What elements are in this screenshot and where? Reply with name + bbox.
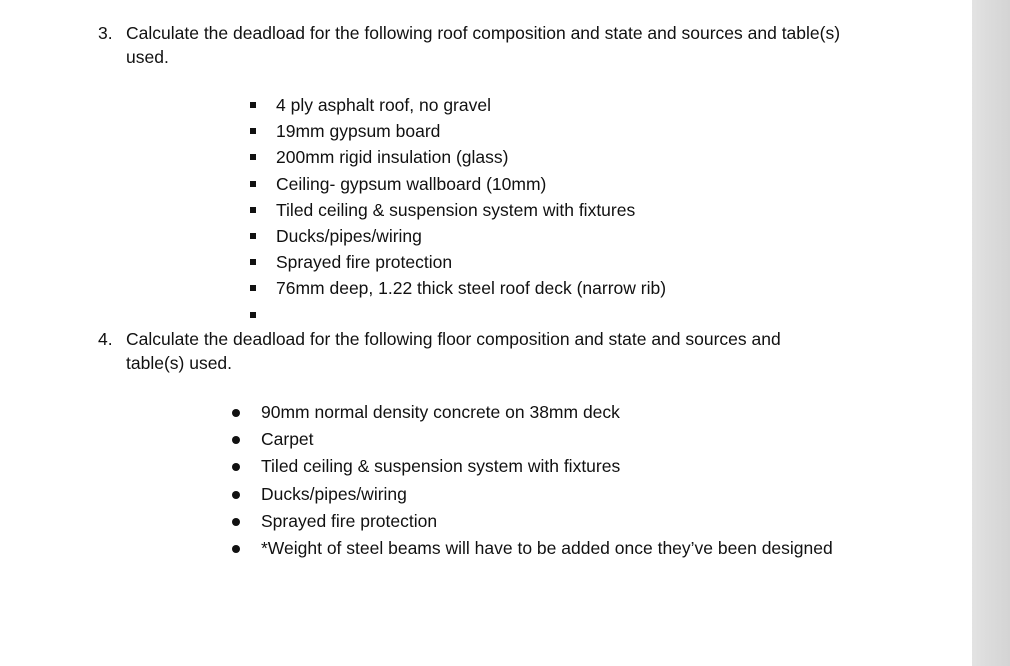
window-gutter (972, 0, 1010, 666)
square-bullet-icon (250, 102, 256, 108)
question-number: 3. (98, 23, 113, 43)
round-bullet-icon (232, 463, 240, 471)
round-bullet-icon (232, 436, 240, 444)
square-bullet-icon (250, 233, 256, 239)
square-bullet-icon (250, 259, 256, 265)
document-page: 3. Calculate the deadload for the following roof composition and state and sources and table(s) used. 4 ply asphalt roof, no gravel 19mm gypsum board 200mm rigid insulation (glass) Ceiling- gypsum wallboard (10mm) Tiled ceiling & suspension system with fixtures Ducks/pipes/wiring Sprayed fire protection 76mm deep, 1.22 thick steel roof deck (narrow rib) 4. Calculate the deadload for the following floor composition and state and sources and table(s) used. 90mm normal density concrete on 38mm deck Carpet Tiled ceiling & suspension system with fixtures Ducks/pipes/wiring Sprayed fire protection *Weight of steel beams will have to be added once they’ve been designed (0, 0, 972, 666)
question-text (126, 327, 826, 375)
question-text (126, 21, 886, 69)
question-text-line: Calculate the deadload for the following roof composition and state and sources and table(s) (126, 23, 841, 43)
round-bullet-icon (232, 409, 240, 417)
square-bullet-icon (250, 128, 256, 134)
square-bullet-icon (250, 154, 256, 160)
square-bullet-icon (250, 181, 256, 187)
question-text-line: used. (126, 47, 169, 67)
round-bullet-icon (232, 518, 240, 526)
square-bullet-icon (250, 312, 256, 318)
round-bullet-icon (232, 545, 240, 553)
round-bullet-icon (232, 491, 240, 499)
square-bullet-icon (250, 207, 256, 213)
question-text-line: Calculate the deadload for the following floor composition and state and sources and (126, 329, 781, 349)
square-bullet-icon (250, 285, 256, 291)
question-text-line: table(s) used. (126, 353, 233, 373)
question-number: 4. (98, 329, 113, 349)
